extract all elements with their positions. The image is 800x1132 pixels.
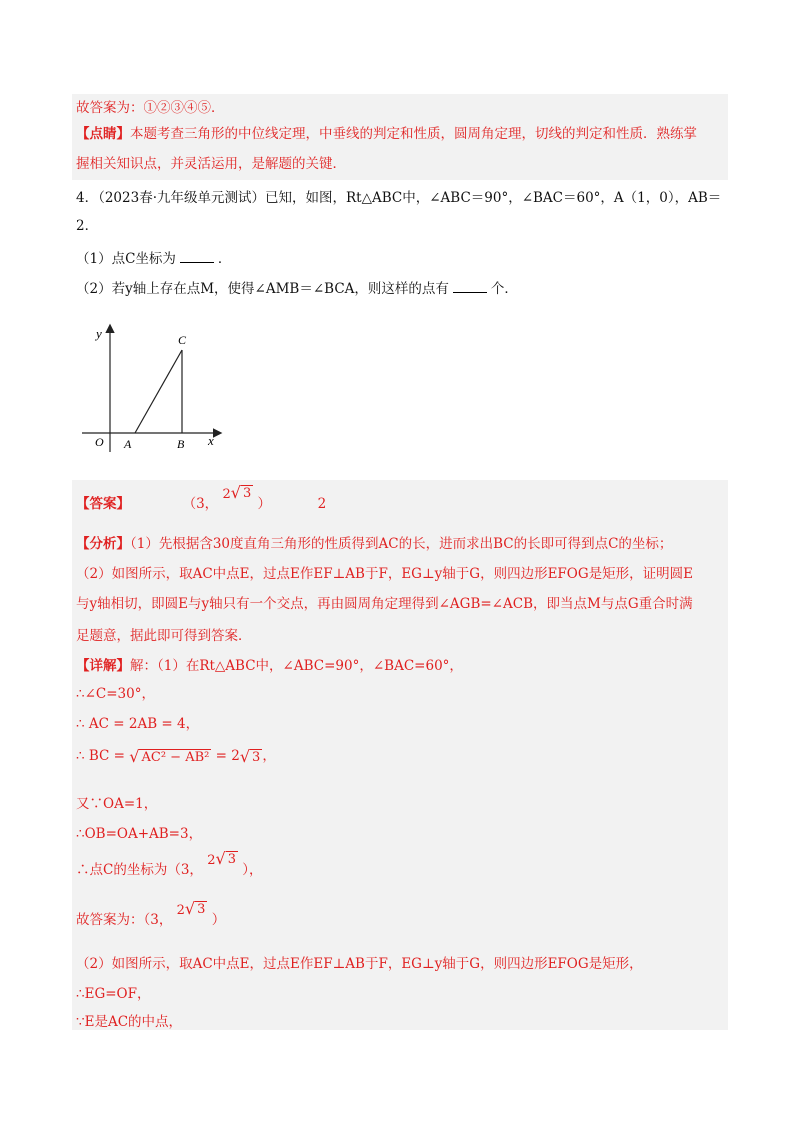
bc-equals: = 2 xyxy=(211,748,240,764)
answer-tag: 【答案】 xyxy=(76,496,130,512)
side-ac xyxy=(135,350,182,433)
label-b: B xyxy=(177,437,185,451)
question-line-1: 4．（2023春·九年级单元测试）已知，如图，Rt△ABC中，∠ABC＝90°，∠BAC＝60°，A（1，0），AB＝ xyxy=(76,190,722,206)
bc-end: ， xyxy=(262,748,276,764)
detail-tag: 【详解】 xyxy=(76,658,130,674)
final-answer-radical: 2 √ 3 xyxy=(176,898,206,918)
q2-answer-blank xyxy=(453,278,487,293)
coord-c-text: ∴点C的坐标为（3， xyxy=(76,862,203,878)
detail-line-5: 又∵OA=1， xyxy=(76,796,158,812)
coord-c-radical: 2 √ 3 xyxy=(207,848,236,868)
bc-radical: √ AC² − AB² xyxy=(129,746,210,766)
label-c: C xyxy=(178,333,187,347)
detail-line-6: ∴OB=OA+AB=3， xyxy=(76,826,203,842)
analysis-tag: 【分析】 xyxy=(76,536,130,552)
coord-c-end: ）， xyxy=(242,862,263,878)
comment-line-1 xyxy=(76,124,697,144)
analysis-line-3: 与y轴相切，即圆E与y轴只有一个交点，再由圆周角定理得到∠AGB=∠ACB，即当点M与点G重合时满 xyxy=(76,596,693,612)
label-a: A xyxy=(124,437,132,451)
answer-count: 2 xyxy=(317,496,327,512)
question-part-1 xyxy=(76,248,231,269)
question-part-2 xyxy=(76,278,518,299)
detail-line-11: ∵E是AC的中点， xyxy=(76,1014,183,1030)
label-x: x xyxy=(208,433,214,448)
comment-text-1: 本题考查三角形的中位线定理，中垂线的判定和性质，圆周角定理，切线的判定和性质．熟练掌 xyxy=(130,126,697,142)
triangle-figure xyxy=(78,322,228,457)
answer-coord-open: （3， xyxy=(182,496,219,512)
label-o: O xyxy=(95,435,104,449)
detail-line-4 xyxy=(76,746,276,766)
answer-coord-close: ） xyxy=(257,496,272,512)
previous-answer: 故答案为：①②③④⑤． xyxy=(76,100,225,116)
q2-text: （2）若y轴上存在点M，使得∠AMB＝∠BCA，则这样的点有 xyxy=(76,281,449,297)
detail-line-3: ∴ AC = 2AB = 4， xyxy=(76,716,200,732)
analysis-line-2: （2）如图所示，取AC中点E，过点E作EF⊥AB于F，EG⊥y轴于G，则四边形EFOG是矩形，证明圆E xyxy=(76,566,694,582)
comment-line-2: 握相关知识点，并灵活运用，是解题的关键． xyxy=(76,156,346,172)
detail-line-1 xyxy=(76,656,463,676)
detail-line-10: ∴EG=OF， xyxy=(76,986,151,1002)
q1-text: （1）点C坐标为 xyxy=(76,251,176,267)
detail-line-8 xyxy=(76,898,226,931)
q1-answer-blank xyxy=(180,248,214,263)
label-y: y xyxy=(96,326,102,341)
detail-line-7 xyxy=(76,848,263,881)
analysis-text-1: （1）先根据含30度直角三角形的性质得到AC的长，进而求出BC的长即可得到点C的坐标； xyxy=(130,536,673,552)
detail-line-2: ∴∠C=30°， xyxy=(76,686,155,702)
bc-formula-start: ∴ BC = xyxy=(76,748,130,764)
analysis-line-1 xyxy=(76,534,672,554)
answer-line xyxy=(76,482,327,515)
analysis-line-4: 足题意，据此即可得到答案． xyxy=(76,628,252,644)
q2-end: 个． xyxy=(490,281,518,297)
final-answer-text: 故答案为：（3， xyxy=(76,912,173,928)
bc-result-radical: √ 3 xyxy=(239,746,261,766)
comment-tag: 【点睛】 xyxy=(76,126,130,142)
detail-text-1: 解：（1）在Rt△ABC中，∠ABC=90°，∠BAC=60°， xyxy=(130,658,463,674)
detail-line-9: （2）如图所示，取AC中点E，过点E作EF⊥AB于F，EG⊥y轴于G，则四边形EFOG是矩形， xyxy=(76,956,643,972)
final-answer-end: ） xyxy=(211,912,226,928)
question-line-2: 2． xyxy=(76,218,99,234)
q1-end: ． xyxy=(217,251,232,267)
answer-radical: 2 √ 3 xyxy=(222,482,252,502)
